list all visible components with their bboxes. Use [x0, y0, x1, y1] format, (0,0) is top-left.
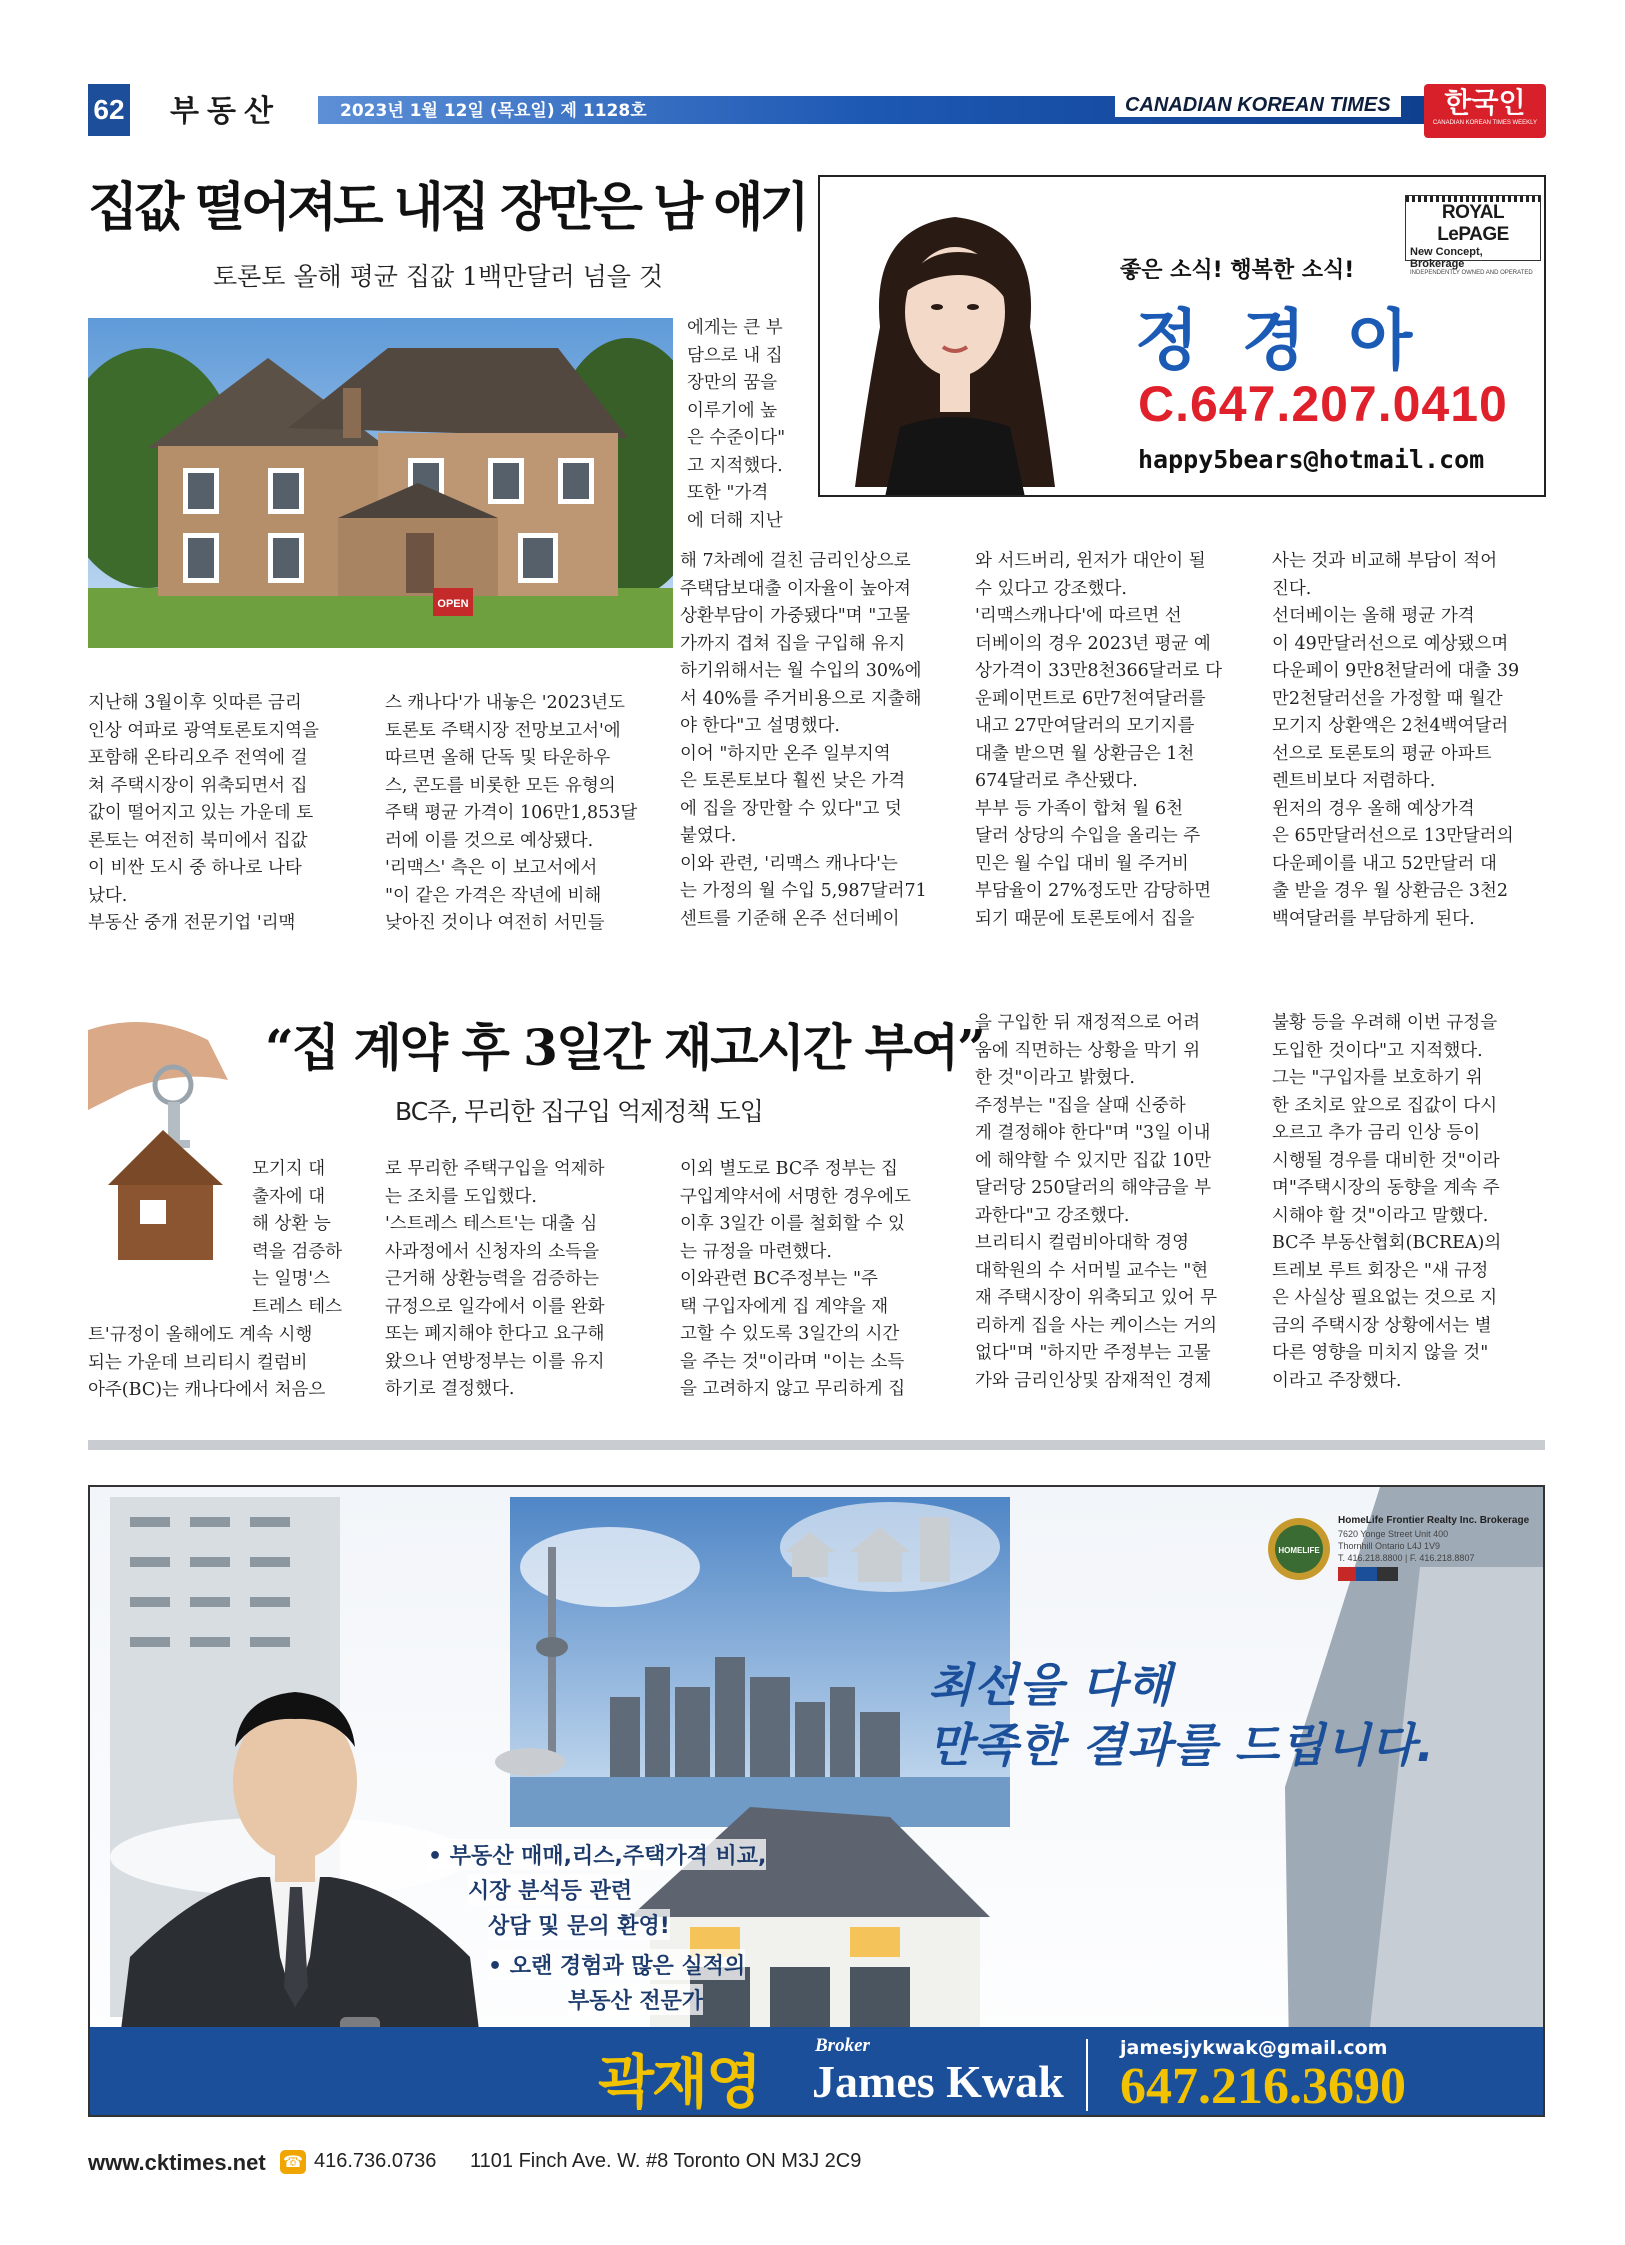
ad2-headline-2: 만족한 결과를 드립니다.: [928, 1718, 1435, 1772]
ad2-headline-1: 최선을 다해: [928, 1658, 1173, 1712]
article2-col4: 을 구입한 뒤 재정적으로 어려 움에 직면하는 상황을 막기 위 한 것"이라고 밝혔다. 주정부는 "집을 살때 신중하 게 결정해야 한다"며 "3일 이내 에 해약할 수 있지만 집값 10만 달러당 250달러의 해약금을 부 과한다"고 강조했다. 브리티시 컬럼비아대학 경영 대학원의 수 서머빌 교수는 "현 재 주택시장이 위축되고 있어 무 리하게 집을 사는 케이스는 거의 없다"며 "하지만 주정부는 고물 가와 금리인상및 잠재적인 경제: [975, 1013, 1218, 1391]
article1-col4: 와 서드버리, 윈저가 대안이 될 수 있다고 강조했다. '리맥스캐나다'에 따르면 선 더베이의 경우 2023년 평균 예 상가격이 33만8천366달러로 다 운페이먼트로 6만7천여달러를 내고 27만여달러의 모기지를 대출 받으면 월 상환금은 1천 674달러로 추산됐다. 부부 등 가족이 합쳐 월 6천 달러 상당의 수입을 올리는 주 민은 월 수입 대비 월 주거비 부담율이 27%정도만 감당하면 되기 때문에 토론토에서 집을: [975, 551, 1222, 929]
footer-website[interactable]: www.cktimes.net: [88, 2150, 266, 2175]
brand-office: New Concept, Brokerage: [1410, 246, 1483, 270]
ad1-phone: C.647.207.0410: [1138, 376, 1508, 432]
logo-small: CANADIAN KOREAN TIMES WEEKLY: [1432, 120, 1538, 126]
article1-col3: 해 7차례에 걸친 금리인상으로 주택담보대출 이자율이 높아져 상환부담이 가중됐다"며 "고물 가까지 겹쳐 집을 구입해 유지 하기위해서는 월 수입의 30%에 서 40%를 주거비용으로 지출해 야 한다"고 설명했다. 이어 "하지만 온주 일부지역 은 토론토보다 훨씬 낮은 가격 에 집을 장만할 수 있다"고 덧 붙였다. 이와 관련, '리맥스 캐나다'는 는 가정의 월 수입 5,987달러71 센트를 기준해 온주 선더베이: [680, 551, 927, 929]
article1-col-narrow: 에게는 큰 부 담으로 내 집 장만의 꿈을 이루기에 높 은 수준이다" 고 지적했다. 또한 "가격 에 더해 지난: [687, 318, 786, 531]
article2-col1-full: 트'규정이 올해에도 계속 시행 되는 가운데 브리티시 컬럼비 아주(BC)는 캐나다에서 처음으: [88, 1325, 326, 1400]
article2-col1-narrow: 모기지 대 출자에 대 해 상환 능 력을 검증하 는 일명'스 트레스 테스: [252, 1159, 343, 1317]
ad1-slogan: 좋은 소식! 행복한 소식!: [1120, 258, 1355, 283]
brokerage-address1: 7620 Yonge Street Unit 400: [1338, 1529, 1449, 1539]
brokerage-name: HomeLife Frontier Realty Inc. Brokerage: [1338, 1515, 1530, 1526]
ad2-email: jamesjykwak@gmail.com: [1120, 2037, 1388, 2059]
issue-date: 2023년 1월 12일 (목요일) 제 1128호: [340, 101, 647, 121]
article2-headline: “집 계약 후 3일간 재고시간 부여”: [265, 1018, 984, 1077]
article1-col2: 스 캐나다'가 내놓은 '2023년도 토론토 주택시장 전망보고서'에 따르면 올해 단독 및 타운하우 스, 콘도를 비롯한 모든 유형의 주택 평균 가격이 106만1,853달 러에 이를 것으로 예상됐다. '리맥스' 측은 이 보고서에서 "이 같은 가격은 작년에 비해 낮아진 것이나 여전히 서민들: [385, 693, 638, 933]
badge-text: HOMELIFE: [1278, 1546, 1320, 1555]
brand-note: INDEPENDENTLY OWNED AND OPERATED: [1410, 270, 1533, 276]
homelife-badge: [1265, 1515, 1333, 1583]
bullet1-line2: 시장 분석등 관련: [468, 1874, 632, 1905]
phone-icon: ☎: [280, 2150, 306, 2174]
bullet2-line2: 부동산 전문가: [568, 1984, 703, 2015]
article1-headline: 집값 떨어져도 내집 장만은 남 얘기: [88, 178, 806, 238]
royal-lepage-logo: [1405, 195, 1541, 276]
sign-text: OPEN: [437, 598, 469, 610]
ad2-phone: 647.216.3690: [1120, 2058, 1406, 2115]
ad2-agent-name-en: James Kwak: [812, 2056, 1064, 2107]
brand-name: ROYAL LePAGE: [1437, 202, 1509, 245]
article1-col1: 지난해 3월이후 잇따른 금리 인상 여파로 광역토론토지역을 포함해 온타리오주 전역에 걸 쳐 주택시장이 위축되면서 집 값이 떨어지고 있는 가운데 토 론토는 여전히 북미에서 집값 이 비싼 도시 중 하나로 나타 났다. 부동산 중개 전문기업 '리맥: [88, 693, 319, 933]
brokerage-phone: T. 416.218.8800 | F. 416.218.8807: [1338, 1553, 1475, 1563]
ad2-agent-name-kr: 곽재영: [598, 2048, 761, 2116]
article2-col3: 이외 별도로 BC주 정부는 집 구입계약서에 서명한 경우에도 이후 3일간 이를 철회할 수 있 는 규정을 마련했다. 이와관련 BC주정부는 "주 택 구입자에게 집 계약을 재 고할 수 있도록 3일간의 시간 을 주는 것"이라며 "이는 소득 을 고려하지 않고 무리하게 집: [680, 1159, 911, 1399]
page-number: 62: [88, 84, 130, 136]
ad2-agent-title: Broker: [815, 2035, 870, 2056]
mls-logos: [1338, 1567, 1398, 1581]
ad1-email: happy5bears@hotmail.com: [1138, 445, 1485, 474]
logo-main: 한국인: [1444, 86, 1526, 119]
article1-col5: 사는 것과 비교해 부담이 적어 진다. 선더베이는 올해 평균 가격 이 49만달러선으로 예상됐으며 다운페이 9만8천달러에 대출 39 만2천달러선을 가정할 때 월간 모기지 상환액은 2천4백여달러 선으로 토론토의 평균 아파트 렌트비보다 저렴하다. 윈저의 경우 올해 예상가격 은 65만달러선으로 13만달러의 다운페이를 내고 52만달러 대 출 받을 경우 월 상환금은 3천2 백여달러를 부담하게 된다.: [1272, 551, 1520, 929]
section-title: 부동산: [170, 94, 281, 129]
key-house-photo: [88, 1010, 238, 1270]
bullet1-line1: • 부동산 매매,리스,주택가격 비교,: [428, 1839, 766, 1870]
brokerage-address2: Thornhill Ontario L4J 1V9: [1338, 1541, 1441, 1551]
paper-logo: [1424, 84, 1546, 138]
house-photo: [88, 318, 673, 648]
ad1-agent-name: 정 경 아: [1135, 302, 1423, 379]
article1-subheadline: 토론토 올해 평균 집값 1백만달러 넘을 것: [213, 262, 663, 291]
article2-subheadline: BC주, 무리한 집구입 억제정책 도입: [395, 1097, 763, 1126]
homelife-ad: [88, 1485, 1545, 2117]
paper-name: CANADIAN KOREAN TIMES: [1115, 94, 1401, 117]
article2-col2: 로 무리한 주택구입을 억제하 는 조치를 도입했다. '스트레스 테스트'는 대출 심 사과정에서 신청자의 소득을 근거해 상환능력을 검증하는 규정으로 일각에서 이를 완화 또는 폐지해야 한다고 요구해 왔으나 연방정부는 이를 유지 하기로 결정했다.: [385, 1159, 605, 1399]
agent-photo: [840, 187, 1070, 497]
name-bar-divider: [1086, 2039, 1088, 2111]
bullet1-line3: 상담 및 문의 환영!: [488, 1909, 670, 1940]
royal-lepage-ad: [818, 175, 1546, 497]
article2-col5: 불황 등을 우려해 이번 규정을 도입한 것이다"고 지적했다. 그는 "구입자를 보호하기 위 한 조치로 앞으로 집값이 다시 오르고 추가 금리 인상 등이 시행될 경우를 대비한 것"이라 며"주택시장의 동향을 계속 주 시해야 할 것"이라고 말했다. BC주 부동산협회(BCREA)의 트레보 루트 회장은 "새 규정 은 사실상 필요없는 것으로 지 금의 주택시장 상황에서는 별 다른 영향을 미치지 않을 것" 이라고 주장했다.: [1272, 1013, 1502, 1391]
section-divider: [88, 1440, 1545, 1450]
footer-address: 1101 Finch Ave. W. #8 Toronto ON M3J 2C9: [470, 2150, 862, 2172]
bullet2-line1: • 오랜 경험과 많은 실적의: [488, 1949, 745, 1980]
footer-phone: 416.736.0736: [314, 2150, 437, 2172]
